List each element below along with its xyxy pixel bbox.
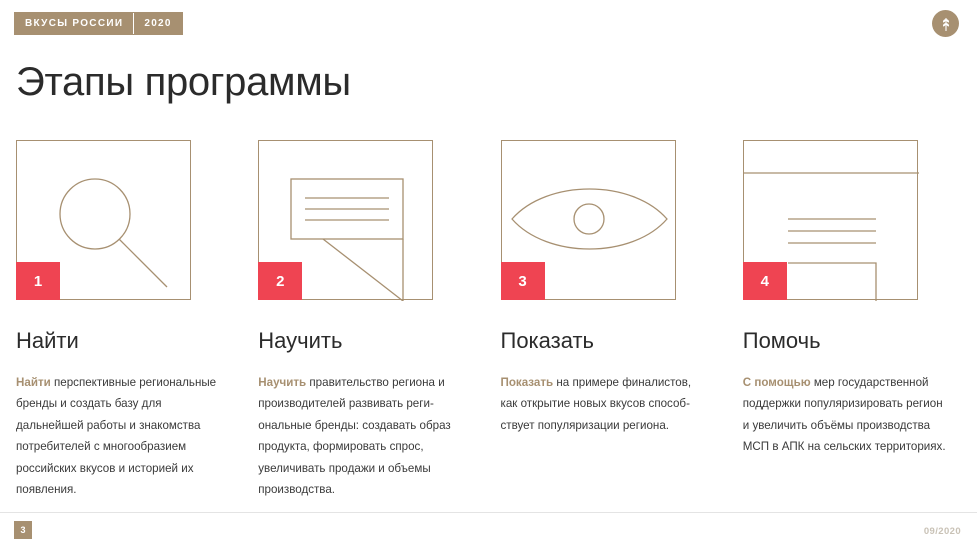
steps-list [16, 140, 961, 501]
step-number-3: 3 [501, 262, 545, 300]
step-card-4 [743, 140, 961, 501]
step-lead-1: Найти [16, 376, 51, 389]
step-lead-2: Научить [258, 376, 307, 389]
step-text-3 [501, 372, 709, 436]
step-body-3: на примере финалистов, как открытие новых вкусов способствует популяризации региона. [500, 376, 692, 432]
step-heading-1: Найти [16, 328, 79, 353]
step-illustration-3 [501, 140, 676, 300]
step-illustration-1 [16, 140, 191, 300]
step-card-2 [258, 140, 476, 501]
step-number-4: 4 [743, 262, 787, 300]
step-heading-3: Показать [500, 328, 595, 353]
step-number-2: 2 [258, 262, 302, 300]
step-body-1: перспективные региональные бренды и создать базу для дальнейшей работы и знакомства потребителей с многообразием российских вкусов и историей их появления. [16, 376, 217, 497]
step-heading-2: Научить [258, 328, 343, 353]
step-lead-3: Показать [500, 376, 554, 389]
step-text-1 [16, 372, 224, 501]
step-heading-4: Помочь [742, 328, 821, 353]
step-body-2: правительство региона и производителей развивать региональные бренды: создавать образ продукта, формировать спрос, увеличивать продажи и объемы производства. [258, 376, 451, 497]
wheat-ear-icon [932, 10, 959, 37]
step-lead-4: С помощью [742, 376, 811, 389]
footer-divider [0, 512, 977, 513]
step-number-1: 1 [16, 262, 60, 300]
step-illustration-4 [743, 140, 918, 300]
brand-year: 2020 [144, 18, 172, 29]
brand-badge [14, 12, 183, 35]
page-number: 3 [14, 521, 32, 539]
page-title: Этапы программы [16, 60, 351, 104]
step-card-1 [16, 140, 234, 501]
brand-name: ВКУСЫ РОССИИ [25, 18, 124, 29]
footer-date: 09/2020 [923, 526, 961, 537]
step-body-4: мер государственной поддержки популяризировать регион и увеличить объёмы производства МСП в АПК на сельских территориях. [742, 376, 946, 454]
step-card-3 [501, 140, 719, 501]
step-text-4 [743, 372, 951, 458]
step-text-2 [258, 372, 466, 501]
step-illustration-2 [258, 140, 433, 300]
